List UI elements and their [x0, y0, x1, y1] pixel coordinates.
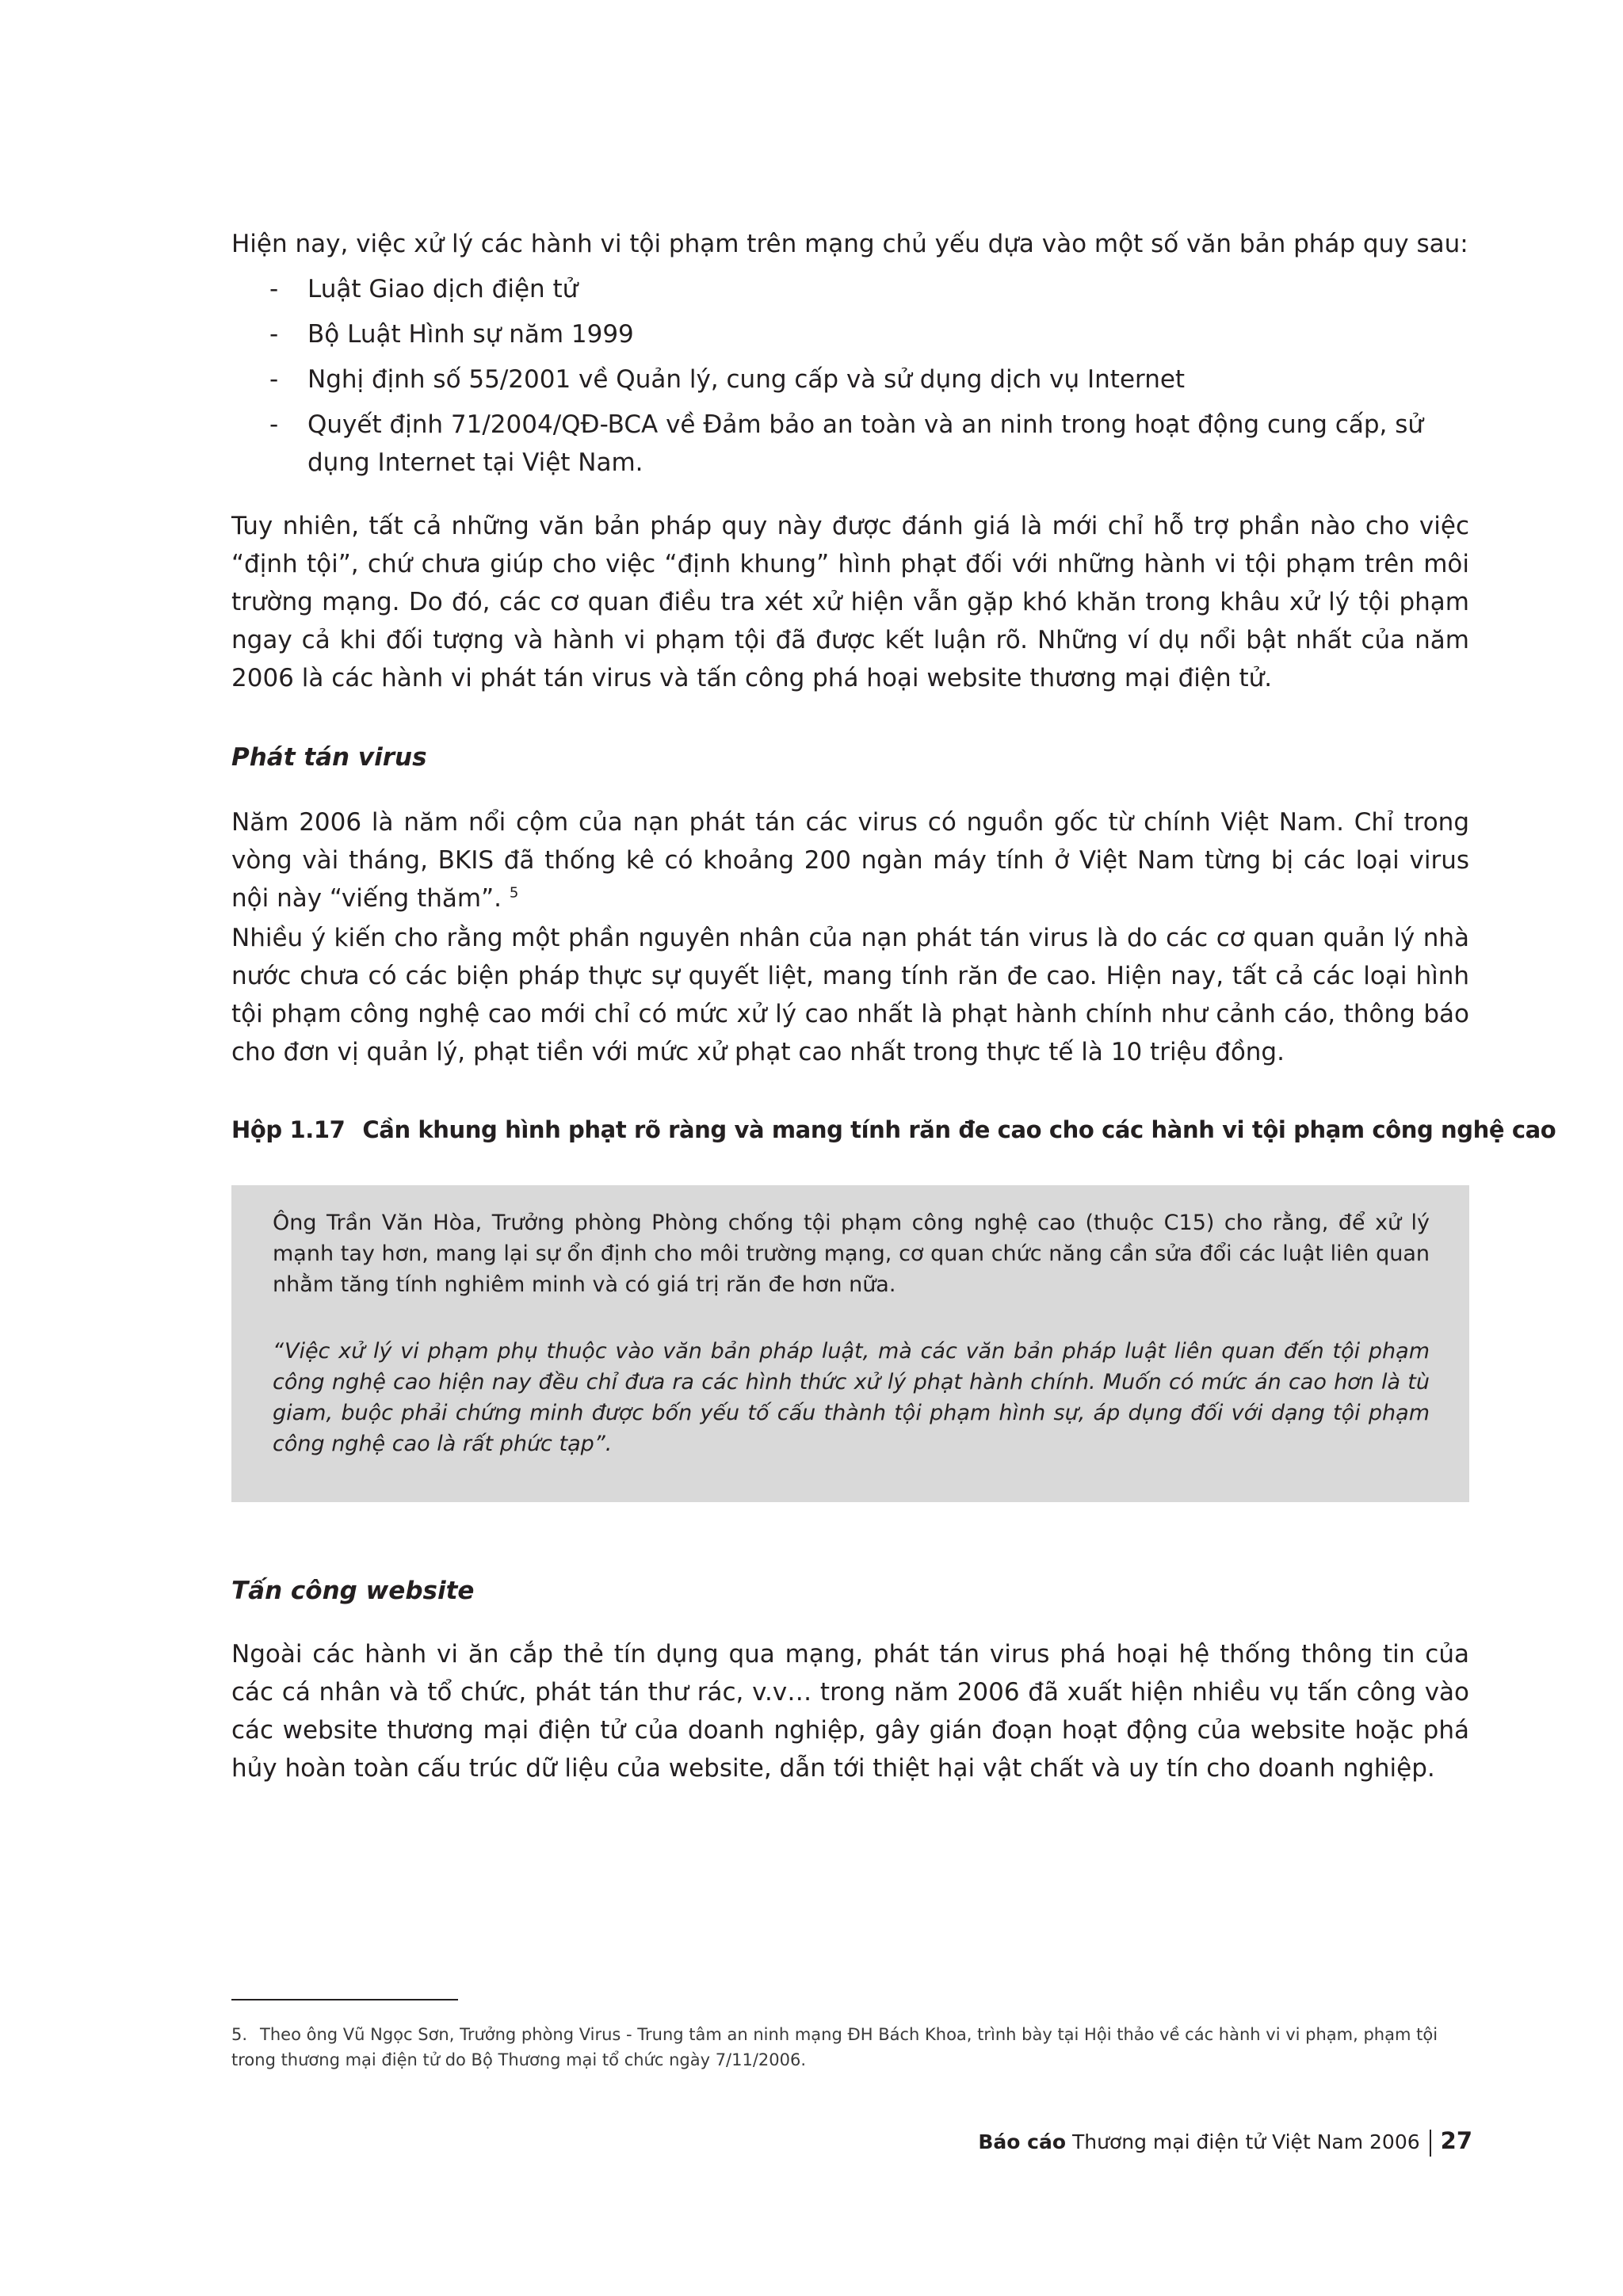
footer-report-label: Báo cáo: [978, 2130, 1067, 2153]
paragraph-virus-2006: [231, 803, 1469, 917]
paragraph-legal-limits: Tuy nhiên, tất cả những văn bản pháp quy này được đánh giá là mới chỉ hỗ trợ phần nào cho việc “định tội”, chứ chưa giúp cho việc “định khung” hình phạt đối với những hành vi tội phạm trên môi trường mạng. Do đó, các cơ quan điều tra xét xử hiện vẫn gặp khó khăn trong khâu xử lý tội phạm ngay cả khi đối tượng và hành vi phạm tội đã được kết luận rõ. Những ví dụ nổi bật nhất của năm 2006 là các hành vi phát tán virus và tấn công phá hoại website thương mại điện tử.: [231, 512, 1469, 692]
footer-report-title: Thương mại điện tử Việt Nam 2006: [1072, 2130, 1420, 2153]
page-number: 27: [1440, 2127, 1472, 2154]
page-footer: [978, 2125, 1472, 2158]
section-heading-website: Tấn công website: [231, 1577, 475, 1605]
footnote-reference: 5: [509, 884, 519, 902]
section-heading-virus: Phát tán virus: [231, 743, 427, 772]
box-title-text: Cần khung hình phạt rõ ràng và mang tính răn đe cao cho các hành vi tội phạm công nghệ cao: [362, 1116, 1556, 1143]
footer-separator: [1430, 2130, 1431, 2157]
list-item: [231, 406, 1469, 482]
list-dash: -: [269, 410, 279, 439]
list-item-text: Bộ Luật Hình sự năm 1999: [307, 320, 634, 349]
paragraph-virus-causes: Nhiều ý kiến cho rằng một phần nguyên nhân của nạn phát tán virus là do các cơ quan quản lý nhà nước chưa có các biện pháp thực sự quyết liệt, mang tính răn đe cao. Hiện nay, tất cả các loại hình tội phạm công nghệ cao mới chỉ có mức xử lý cao nhất là phạt hành chính như cảnh cáo, thông báo cho đơn vị quản lý, phạt tiền với mức xử phạt cao nhất trong thực tế là 10 triệu đồng.: [231, 924, 1469, 1066]
list-item-text: Luật Giao dịch điện tử: [307, 275, 579, 303]
footnote-divider: [231, 1999, 458, 2000]
box-number: Hộp 1.17: [231, 1116, 346, 1143]
paragraph-website-attacks: Ngoài các hành vi ăn cắp thẻ tín dụng qua mạng, phát tán virus phá hoại hệ thống thông tin của các cá nhân và tổ chức, phát tán thư rác, v.v… trong năm 2006 đã xuất hiện nhiều vụ tấn công vào các website thương mại điện tử của doanh nghiệp, gây gián đoạn hoạt động của website hoặc phá hủy hoàn toàn cấu trúc dữ liệu của website, dẫn tới thiệt hại vật chất và uy tín cho doanh nghiệp.: [231, 1640, 1469, 1783]
list-item-text: Quyết định 71/2004/QĐ-BCA về Đảm bảo an toàn và an ninh trong hoạt động cung cấp, sử dụng Internet tại Việt Nam.: [307, 410, 1424, 477]
box-paragraph: Ông Trần Văn Hòa, Trưởng phòng Phòng chống tội phạm công nghệ cao (thuộc C15) cho rằng, để xử lý mạnh tay hơn, mang lại sự ổn định cho môi trường mạng, cơ quan chức năng cần sửa đổi các luật liên quan nhằm tăng tính nghiêm minh và có giá trị răn đe hơn nữa.: [273, 1211, 1430, 1297]
footnote-text: Theo ông Vũ Ngọc Sơn, Trưởng phòng Virus - Trung tâm an ninh mạng ĐH Bách Khoa, trình bày tại Hội thảo về các hành vi vi phạm, phạm tội trong thương mại điện tử do Bộ Thương mại tổ chức ngày 7/11/2006.: [231, 2025, 1438, 2069]
paragraph-text: Năm 2006 là năm nổi cộm của nạn phát tán các virus có nguồn gốc từ chính Việt Nam. Chỉ trong vòng vài tháng, BKIS đã thống kê có khoảng 200 ngàn máy tính ở Việt Nam từng bị các loại virus nội này “viếng thăm”.: [231, 808, 1469, 913]
list-item: [231, 315, 1469, 353]
footnote-number: 5.: [231, 2025, 248, 2044]
list-item: [231, 360, 1469, 399]
legal-documents-list: [231, 270, 1469, 489]
footnote: [231, 2022, 1469, 2073]
box-title: [231, 1112, 1556, 1147]
quote-box: [231, 1185, 1469, 1502]
box-quote: “Việc xử lý vi phạm phụ thuộc vào văn bản pháp luật, mà các văn bản pháp luật liên quan đến tội phạm công nghệ cao hiện nay đều chỉ đưa ra các hình thức xử lý phạt hành chính. Muốn có mức án cao hơn là tù giam, buộc phải chứng minh được bốn yếu tố cấu thành tội phạm hình sự, áp dụng đối với dạng tội phạm công nghệ cao là rất phức tạp”.: [273, 1339, 1430, 1456]
intro-paragraph: Hiện nay, việc xử lý các hành vi tội phạm trên mạng chủ yếu dựa vào một số văn bản pháp quy sau:: [231, 230, 1468, 258]
list-dash: -: [269, 275, 279, 303]
list-dash: -: [269, 320, 279, 349]
list-item-text: Nghị định số 55/2001 về Quản lý, cung cấp và sử dụng dịch vụ Internet: [307, 365, 1186, 394]
list-item: [231, 270, 1469, 308]
list-dash: -: [269, 365, 279, 394]
